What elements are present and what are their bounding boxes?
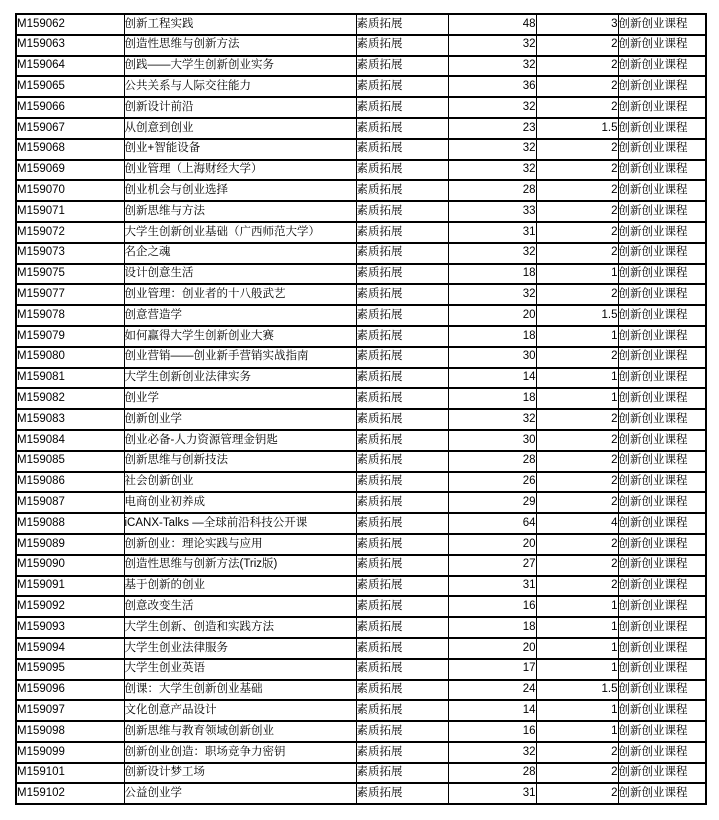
cell-name: 创新创业学: [124, 409, 356, 430]
cell-category: 素质拓展: [356, 409, 448, 430]
cell-credits: 1.5: [536, 305, 618, 326]
cell-type: 创新创业课程: [618, 409, 706, 430]
cell-hours: 18: [448, 388, 536, 409]
cell-name: 大学生创新、创造和实践方法: [124, 617, 356, 638]
cell-type: 创新创业课程: [618, 617, 706, 638]
cell-category: 素质拓展: [356, 243, 448, 264]
cell-type: 创新创业课程: [618, 180, 706, 201]
cell-type: 创新创业课程: [618, 680, 706, 701]
cell-category: 素质拓展: [356, 763, 448, 784]
cell-type: 创新创业课程: [618, 160, 706, 181]
cell-code: M159085: [16, 451, 124, 472]
cell-code: M159089: [16, 534, 124, 555]
table-row: [16, 180, 706, 201]
cell-category: 素质拓展: [356, 659, 448, 680]
cell-category: 素质拓展: [356, 14, 448, 35]
cell-category: 素质拓展: [356, 56, 448, 77]
cell-hours: 18: [448, 617, 536, 638]
cell-category: 素质拓展: [356, 492, 448, 513]
cell-hours: 32: [448, 139, 536, 160]
cell-hours: 28: [448, 763, 536, 784]
table-row: [16, 243, 706, 264]
table-row: [16, 97, 706, 118]
cell-credits: 2: [536, 451, 618, 472]
cell-credits: 2: [536, 243, 618, 264]
cell-name: 创造性思维与创新方法: [124, 35, 356, 56]
cell-code: M159066: [16, 97, 124, 118]
cell-credits: 2: [536, 139, 618, 160]
cell-category: 素质拓展: [356, 368, 448, 389]
cell-code: M159071: [16, 201, 124, 222]
cell-name: 基于创新的创业: [124, 576, 356, 597]
cell-hours: 36: [448, 76, 536, 97]
cell-code: M159077: [16, 284, 124, 305]
table-row: [16, 409, 706, 430]
cell-code: M159062: [16, 14, 124, 35]
cell-name: 创新设计前沿: [124, 97, 356, 118]
cell-hours: 64: [448, 513, 536, 534]
cell-credits: 2: [536, 492, 618, 513]
cell-category: 素质拓展: [356, 576, 448, 597]
cell-code: M159093: [16, 617, 124, 638]
table-row: [16, 430, 706, 451]
cell-code: M159102: [16, 783, 124, 804]
cell-category: 素质拓展: [356, 76, 448, 97]
table-row: [16, 617, 706, 638]
table-row: [16, 700, 706, 721]
cell-hours: 20: [448, 534, 536, 555]
cell-name: 创意营造学: [124, 305, 356, 326]
cell-name: 从创意到创业: [124, 118, 356, 139]
cell-category: 素质拓展: [356, 180, 448, 201]
cell-credits: 2: [536, 35, 618, 56]
table-row: [16, 56, 706, 77]
cell-type: 创新创业课程: [618, 451, 706, 472]
cell-name: 创新思维与教育领域创新创业: [124, 721, 356, 742]
cell-category: 素质拓展: [356, 160, 448, 181]
cell-code: M159101: [16, 763, 124, 784]
table-row: [16, 596, 706, 617]
cell-category: 素质拓展: [356, 783, 448, 804]
cell-type: 创新创业课程: [618, 742, 706, 763]
cell-name: 创业营销——创业新手营销实战指南: [124, 347, 356, 368]
cell-code: M159086: [16, 472, 124, 493]
cell-hours: 32: [448, 97, 536, 118]
cell-code: M159069: [16, 160, 124, 181]
cell-hours: 16: [448, 721, 536, 742]
cell-hours: 26: [448, 472, 536, 493]
cell-name: 创新创业：理论实践与应用: [124, 534, 356, 555]
cell-category: 素质拓展: [356, 638, 448, 659]
cell-credits: 1: [536, 700, 618, 721]
table-row: [16, 534, 706, 555]
cell-credits: 2: [536, 576, 618, 597]
cell-type: 创新创业课程: [618, 284, 706, 305]
cell-code: M159064: [16, 56, 124, 77]
cell-type: 创新创业课程: [618, 576, 706, 597]
cell-credits: 1: [536, 617, 618, 638]
table-row: [16, 451, 706, 472]
cell-code: M159092: [16, 596, 124, 617]
cell-name: 创意改变生活: [124, 596, 356, 617]
cell-category: 素质拓展: [356, 555, 448, 576]
cell-name: 大学生创新创业法律实务: [124, 368, 356, 389]
table-row: [16, 783, 706, 804]
cell-hours: 32: [448, 284, 536, 305]
cell-credits: 1.5: [536, 118, 618, 139]
cell-type: 创新创业课程: [618, 783, 706, 804]
cell-name: 创新思维与创新技法: [124, 451, 356, 472]
cell-type: 创新创业课程: [618, 14, 706, 35]
cell-type: 创新创业课程: [618, 76, 706, 97]
table-row: [16, 742, 706, 763]
cell-type: 创新创业课程: [618, 721, 706, 742]
cell-credits: 2: [536, 201, 618, 222]
cell-hours: 18: [448, 264, 536, 285]
cell-credits: 2: [536, 76, 618, 97]
cell-code: M159098: [16, 721, 124, 742]
cell-type: 创新创业课程: [618, 700, 706, 721]
table-row: [16, 35, 706, 56]
table-row: [16, 763, 706, 784]
table-row: [16, 659, 706, 680]
cell-credits: 2: [536, 160, 618, 181]
cell-category: 素质拓展: [356, 139, 448, 160]
cell-code: M159080: [16, 347, 124, 368]
cell-credits: 2: [536, 284, 618, 305]
cell-hours: 32: [448, 243, 536, 264]
cell-category: 素质拓展: [356, 118, 448, 139]
table-row: [16, 222, 706, 243]
cell-hours: 30: [448, 347, 536, 368]
cell-credits: 1: [536, 326, 618, 347]
cell-type: 创新创业课程: [618, 555, 706, 576]
cell-type: 创新创业课程: [618, 222, 706, 243]
cell-category: 素质拓展: [356, 534, 448, 555]
cell-code: M159090: [16, 555, 124, 576]
cell-hours: 20: [448, 305, 536, 326]
cell-category: 素质拓展: [356, 305, 448, 326]
cell-category: 素质拓展: [356, 700, 448, 721]
cell-category: 素质拓展: [356, 430, 448, 451]
cell-hours: 31: [448, 783, 536, 804]
cell-hours: 33: [448, 201, 536, 222]
cell-category: 素质拓展: [356, 264, 448, 285]
cell-code: M159094: [16, 638, 124, 659]
cell-code: M159088: [16, 513, 124, 534]
cell-hours: 24: [448, 680, 536, 701]
cell-credits: 1: [536, 264, 618, 285]
cell-type: 创新创业课程: [618, 513, 706, 534]
table-row: [16, 76, 706, 97]
cell-code: M159095: [16, 659, 124, 680]
cell-credits: 2: [536, 409, 618, 430]
cell-hours: 23: [448, 118, 536, 139]
cell-credits: 2: [536, 555, 618, 576]
cell-category: 素质拓展: [356, 347, 448, 368]
cell-code: M159083: [16, 409, 124, 430]
cell-code: M159067: [16, 118, 124, 139]
cell-code: M159072: [16, 222, 124, 243]
cell-credits: 2: [536, 742, 618, 763]
cell-code: M159087: [16, 492, 124, 513]
cell-type: 创新创业课程: [618, 305, 706, 326]
cell-type: 创新创业课程: [618, 118, 706, 139]
cell-name: 创业管理（上海财经大学）: [124, 160, 356, 181]
cell-code: M159099: [16, 742, 124, 763]
cell-type: 创新创业课程: [618, 201, 706, 222]
table-row: [16, 160, 706, 181]
cell-credits: 2: [536, 56, 618, 77]
cell-code: M159073: [16, 243, 124, 264]
cell-name: 创新思维与方法: [124, 201, 356, 222]
cell-credits: 2: [536, 430, 618, 451]
cell-hours: 32: [448, 35, 536, 56]
cell-code: M159065: [16, 76, 124, 97]
cell-code: M159082: [16, 388, 124, 409]
cell-code: M159081: [16, 368, 124, 389]
cell-category: 素质拓展: [356, 35, 448, 56]
cell-credits: 1: [536, 596, 618, 617]
cell-name: 创新创业创造：职场竞争力密钥: [124, 742, 356, 763]
cell-hours: 20: [448, 638, 536, 659]
cell-name: 创业+智能设备: [124, 139, 356, 160]
table-row: [16, 576, 706, 597]
cell-category: 素质拓展: [356, 742, 448, 763]
cell-hours: 32: [448, 56, 536, 77]
cell-name: 设计创意生活: [124, 264, 356, 285]
cell-code: M159084: [16, 430, 124, 451]
cell-credits: 1: [536, 659, 618, 680]
cell-code: M159091: [16, 576, 124, 597]
cell-hours: 48: [448, 14, 536, 35]
cell-hours: 31: [448, 222, 536, 243]
cell-hours: 14: [448, 700, 536, 721]
cell-code: M159068: [16, 139, 124, 160]
cell-type: 创新创业课程: [618, 326, 706, 347]
cell-hours: 32: [448, 409, 536, 430]
cell-name: 电商创业初养成: [124, 492, 356, 513]
cell-type: 创新创业课程: [618, 763, 706, 784]
table-row: [16, 326, 706, 347]
cell-name: 如何赢得大学生创新创业大赛: [124, 326, 356, 347]
cell-type: 创新创业课程: [618, 388, 706, 409]
cell-credits: 3: [536, 14, 618, 35]
cell-type: 创新创业课程: [618, 35, 706, 56]
cell-type: 创新创业课程: [618, 368, 706, 389]
table-row: [16, 513, 706, 534]
cell-category: 素质拓展: [356, 388, 448, 409]
cell-name: 社会创新创业: [124, 472, 356, 493]
cell-credits: 2: [536, 222, 618, 243]
cell-category: 素质拓展: [356, 680, 448, 701]
cell-type: 创新创业课程: [618, 492, 706, 513]
cell-name: 创新工程实践: [124, 14, 356, 35]
cell-name: 创业学: [124, 388, 356, 409]
cell-code: M159097: [16, 700, 124, 721]
cell-credits: 2: [536, 534, 618, 555]
cell-credits: 2: [536, 97, 618, 118]
cell-name: 公益创业学: [124, 783, 356, 804]
cell-hours: 14: [448, 368, 536, 389]
cell-type: 创新创业课程: [618, 347, 706, 368]
cell-category: 素质拓展: [356, 513, 448, 534]
cell-name: 创践——大学生创新创业实务: [124, 56, 356, 77]
cell-hours: 29: [448, 492, 536, 513]
cell-credits: 2: [536, 472, 618, 493]
cell-type: 创新创业课程: [618, 243, 706, 264]
table-row: [16, 305, 706, 326]
cell-category: 素质拓展: [356, 451, 448, 472]
cell-name: 创新设计梦工场: [124, 763, 356, 784]
cell-category: 素质拓展: [356, 284, 448, 305]
cell-name: 创业机会与创业选择: [124, 180, 356, 201]
cell-credits: 1: [536, 368, 618, 389]
cell-hours: 28: [448, 451, 536, 472]
cell-hours: 18: [448, 326, 536, 347]
cell-category: 素质拓展: [356, 222, 448, 243]
cell-type: 创新创业课程: [618, 56, 706, 77]
cell-credits: 1: [536, 721, 618, 742]
cell-category: 素质拓展: [356, 201, 448, 222]
table-row: [16, 555, 706, 576]
cell-name: iCANX-Talks —全球前沿科技公开课: [124, 513, 356, 534]
cell-credits: 1.5: [536, 680, 618, 701]
cell-type: 创新创业课程: [618, 264, 706, 285]
table-row: [16, 201, 706, 222]
cell-type: 创新创业课程: [618, 638, 706, 659]
table-row: [16, 284, 706, 305]
cell-hours: 28: [448, 180, 536, 201]
cell-category: 素质拓展: [356, 472, 448, 493]
cell-type: 创新创业课程: [618, 472, 706, 493]
cell-name: 大学生创业英语: [124, 659, 356, 680]
cell-credits: 2: [536, 783, 618, 804]
cell-name: 创课：大学生创新创业基础: [124, 680, 356, 701]
cell-code: M159078: [16, 305, 124, 326]
cell-credits: 4: [536, 513, 618, 534]
cell-name: 公共关系与人际交往能力: [124, 76, 356, 97]
cell-hours: 32: [448, 742, 536, 763]
cell-credits: 1: [536, 388, 618, 409]
cell-name: 文化创意产品设计: [124, 700, 356, 721]
cell-credits: 2: [536, 763, 618, 784]
table-row: [16, 492, 706, 513]
cell-category: 素质拓展: [356, 617, 448, 638]
cell-name: 名企之魂: [124, 243, 356, 264]
cell-type: 创新创业课程: [618, 139, 706, 160]
cell-category: 素质拓展: [356, 596, 448, 617]
cell-name: 大学生创业法律服务: [124, 638, 356, 659]
cell-code: M159079: [16, 326, 124, 347]
cell-type: 创新创业课程: [618, 596, 706, 617]
cell-type: 创新创业课程: [618, 97, 706, 118]
cell-type: 创新创业课程: [618, 659, 706, 680]
cell-name: 大学生创新创业基础（广西师范大学）: [124, 222, 356, 243]
cell-code: M159096: [16, 680, 124, 701]
cell-name: 创业必备-人力资源管理金钥匙: [124, 430, 356, 451]
course-table: [15, 13, 707, 805]
table-row: [16, 472, 706, 493]
table-row: [16, 14, 706, 35]
table-row: [16, 638, 706, 659]
cell-hours: 32: [448, 160, 536, 181]
cell-credits: 2: [536, 347, 618, 368]
cell-hours: 27: [448, 555, 536, 576]
table-row: [16, 721, 706, 742]
cell-hours: 30: [448, 430, 536, 451]
cell-category: 素质拓展: [356, 721, 448, 742]
cell-name: 创业管理：创业者的十八般武艺: [124, 284, 356, 305]
cell-name: 创造性思维与创新方法(Triz版): [124, 555, 356, 576]
table-row: [16, 680, 706, 701]
table-row: [16, 388, 706, 409]
cell-hours: 31: [448, 576, 536, 597]
cell-credits: 2: [536, 180, 618, 201]
cell-category: 素质拓展: [356, 97, 448, 118]
cell-code: M159075: [16, 264, 124, 285]
cell-type: 创新创业课程: [618, 430, 706, 451]
cell-type: 创新创业课程: [618, 534, 706, 555]
table-row: [16, 139, 706, 160]
table-row: [16, 347, 706, 368]
cell-code: M159070: [16, 180, 124, 201]
cell-hours: 16: [448, 596, 536, 617]
cell-hours: 17: [448, 659, 536, 680]
cell-code: M159063: [16, 35, 124, 56]
cell-category: 素质拓展: [356, 326, 448, 347]
table-row: [16, 264, 706, 285]
cell-credits: 1: [536, 638, 618, 659]
table-row: [16, 368, 706, 389]
table-row: [16, 118, 706, 139]
